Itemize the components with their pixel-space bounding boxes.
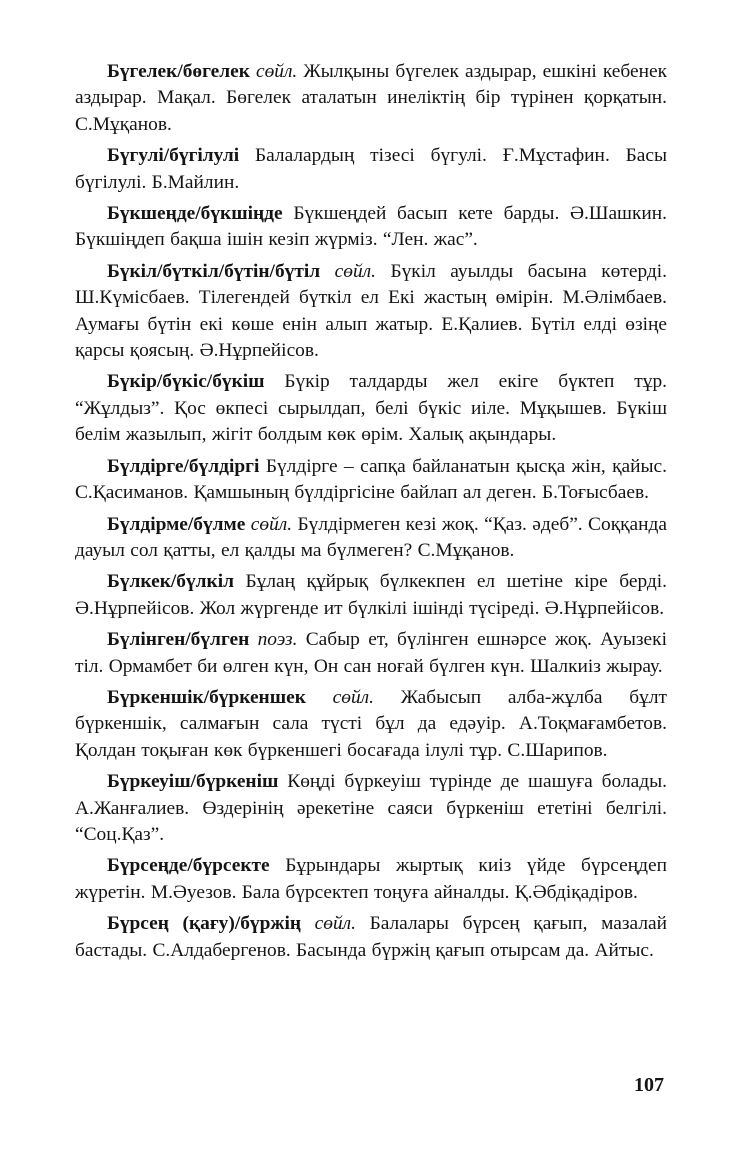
entry-headword: Бүлінген/бүлген bbox=[107, 629, 250, 651]
entry-headword: Бүкіл/бүткіл/бүтін/бүтіл bbox=[107, 260, 321, 282]
entry-text: Балалардың тізесі бүгулі. Ғ.Мұстафин. Басы бүгілулі. Б.Майлин. bbox=[75, 145, 667, 193]
entry-text: Бүлдірге – сапқа байланатын қысқа жін, қайыс. С.Қасиманов. Қамшының бүлдіргісіне байлап ал деген. Б.Тоғысбаев. bbox=[75, 455, 667, 504]
entry-text: Жабысып алба-жұлба бұлт бүркеншік, салмағын сала түсті бұл да едәуір. А.Тоқмағамбетов. Қолдан тоқыған көк бүркеншегі босағада ілулі тұр. С.Шарипов. bbox=[75, 686, 667, 761]
entry-headword: Бүлдірге/бүлдіргі bbox=[107, 455, 260, 477]
entry-headword: Бүгулі/бүгілулі bbox=[107, 145, 240, 167]
dictionary-entry bbox=[75, 454, 667, 507]
entry-text: Бүлдірмеген кезі жоқ. “Қаз. әдеб”. Соққанда дауыл сол қатты, ел қалды ма бүлмеген? С.Мұқанов. bbox=[75, 513, 667, 561]
entry-text: Бүкіл ауылды басына көтерді. Ш.Күмісбаев. Тілегендей бүткіл ел Екі жастың өмірін. М.Әлімбаев. Аумағы бүтін екі көше енін алып жатыр. Е.Қалиев. Бүтіл елді өзіңе қарсы қоясың. Ә.Нұрпейісов. bbox=[75, 260, 667, 362]
entry-text: Балалары бүрсең қағып, мазалай бастады. С.Алдабергенов. Басында бүржің қағып отырсам да. Айтыс. bbox=[75, 913, 667, 961]
entry-text: Жылқыны бүгелек аздырар, ешкіні кебенек аздырар. Мақал. Бөгелек аталатын инеліктің бір түрінен қорқатын. С.Мұқанов. bbox=[75, 61, 667, 135]
dictionary-entry bbox=[75, 569, 667, 622]
page-number: 107 bbox=[634, 1074, 664, 1096]
dictionary-entry bbox=[75, 853, 667, 906]
entry-headword: Бүкшеңде/бүкшіңде bbox=[107, 203, 283, 225]
entry-text: Бүкшеңдей басып кете барды. Ә.Шашкин. Бүкшіңдеп бақша ішін кезіп жүрміз. “Лен. жас”. bbox=[75, 203, 668, 251]
entry-headword: Бүркеншік/бүркеншек bbox=[107, 686, 306, 708]
entry-usage-label: поэз. bbox=[257, 629, 298, 651]
dictionary-entry bbox=[75, 369, 667, 448]
dictionary-entry bbox=[75, 59, 667, 138]
entry-text: Бұрындары жыртық киіз үйде бүрсеңдеп жүретін. М.Әуезов. Бала бүрсектеп тоңуға айналды. Қ.Әбдіқадіров. bbox=[75, 855, 667, 903]
entry-usage-label: сөйл. bbox=[250, 513, 293, 535]
dictionary-entry bbox=[75, 685, 667, 764]
entry-text: Көңді бүркеуіш түрінде де шашуға болады. А.Жанғалиев. Өздерінің әрекетіне саяси бүркеніш ететіні белгілі. “Соц.Қаз”. bbox=[75, 771, 667, 845]
dictionary-entry bbox=[75, 143, 667, 196]
entry-headword: Бүрсеңде/бүрсекте bbox=[107, 855, 270, 877]
dictionary-entry bbox=[75, 627, 667, 680]
entry-headword: Бүгелек/бөгелек bbox=[107, 61, 250, 82]
entry-text: Бүкір талдарды жел екіге бүктеп тұр. “Жұлдыз”. Қос өкпесі сырылдап, белі бүкіс иіле. Мұқышев. Бүкіш белім жазылып, жігіт болдым көк өрім. Халық ақындары. bbox=[75, 371, 667, 446]
entry-usage-label: сөйл. bbox=[255, 61, 298, 82]
dictionary-entry bbox=[75, 259, 667, 365]
entry-text: Бұлаң құйрық бүлкекпен ел шетіне кіре берді. Ә.Нұрпейісов. Жол жүргенде ит бүлкілі ішінді түсіреді. Ә.Нұрпейісов. bbox=[75, 571, 667, 619]
entry-headword: Бүркеуіш/бүркеніш bbox=[107, 771, 279, 793]
entry-headword: Бүлкек/бүлкіл bbox=[107, 571, 234, 593]
dictionary-entry bbox=[75, 512, 667, 565]
dictionary-entry bbox=[75, 769, 667, 848]
entry-headword: Бүкір/бүкіс/бүкіш bbox=[107, 371, 265, 393]
entry-usage-label: сөйл. bbox=[334, 260, 376, 282]
dictionary-entry bbox=[75, 911, 667, 964]
entry-usage-label: сөйл. bbox=[332, 686, 374, 708]
entry-headword: Бүрсең (қағу)/бүржің bbox=[107, 913, 302, 935]
dictionary-entries bbox=[75, 59, 667, 969]
entry-headword: Бүлдірме/бүлме bbox=[107, 513, 246, 535]
entry-text: Сабыр ет, бүлінген ешнәрсе жоқ. Ауызекі тіл. Ормамбет би өлген күн, Он сан ноғай бүлген күн. Шалкиіз жырау. bbox=[75, 629, 667, 677]
dictionary-entry bbox=[75, 201, 667, 254]
entry-usage-label: сөйл. bbox=[314, 913, 356, 935]
